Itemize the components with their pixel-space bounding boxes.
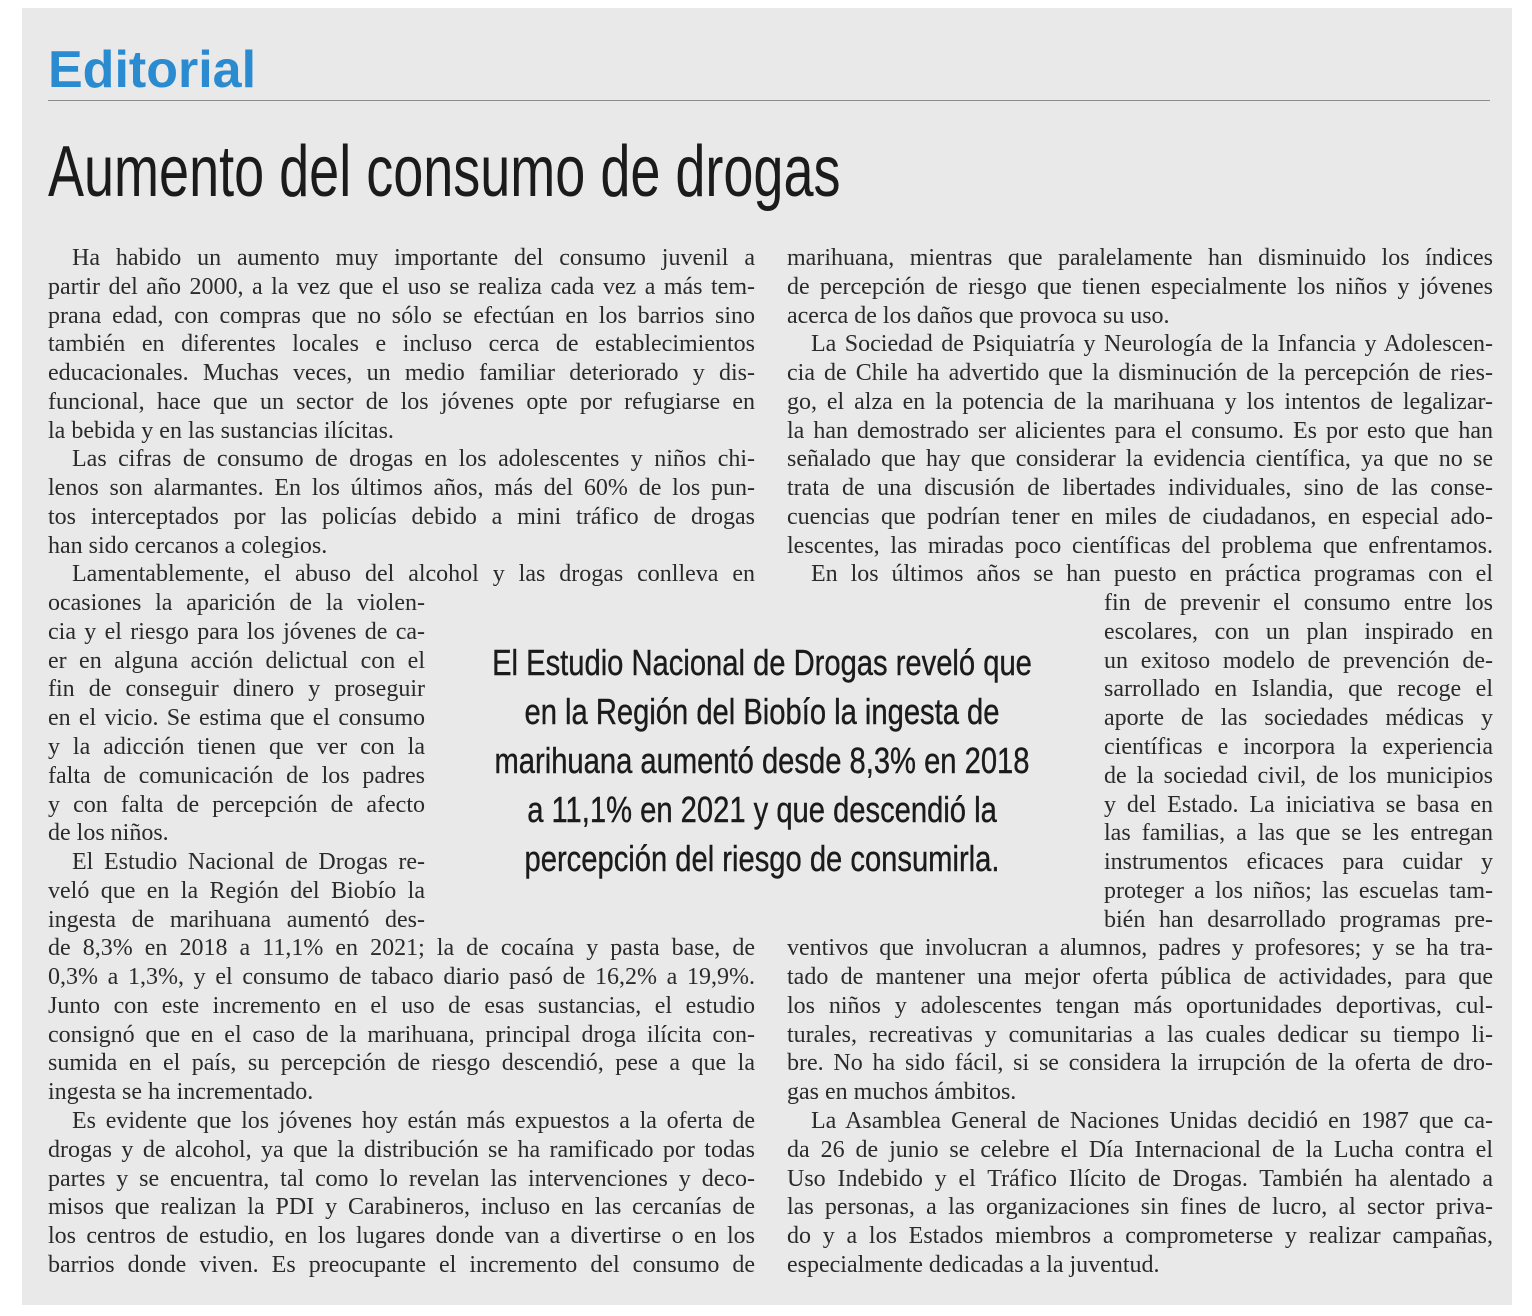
body-text-line: han sido cercanos a colegios.	[48, 532, 328, 559]
body-text-line: drogas y de alcohol, ya que la distribución se ha ramificado por todas	[48, 1136, 755, 1163]
body-text-line: misos que realizan la PDI y Carabineros, incluso en las cercanías de	[48, 1194, 755, 1221]
body-text-line: partes y se encuentra, tal como lo revelan las intervenciones y deco-	[48, 1165, 755, 1192]
body-text-line: fin de prevenir el consumo entre los	[1104, 590, 1493, 617]
body-text-line: marihuana, mientras que paralelamente han disminuido los índices	[787, 245, 1493, 271]
body-text-line: er en alguna acción delictual con el	[48, 647, 425, 674]
body-text-line: instrumentos eficaces para cuidar y	[1104, 849, 1493, 876]
body-text-line: da 26 de junio se celebre el Día Internacional de la Lucha contra el	[787, 1136, 1493, 1163]
body-text-line: gas en muchos ámbitos.	[787, 1079, 1017, 1106]
body-text-line: lenos son alarmantes. En los últimos años, más del 60% de los pun-	[48, 475, 755, 502]
body-text-line: Las cifras de consumo de drogas en los adolescentes y niños chi-	[72, 446, 755, 473]
pull-quote	[470, 638, 1053, 883]
body-text-line: 0,3% a 1,3%, y el consumo de tabaco diario pasó de 16,2% a 19,9%.	[48, 964, 755, 991]
body-text-line: acerca de los daños que provoca su uso.	[787, 302, 1170, 329]
body-text-line: ingesta de marihuana aumentó des-	[48, 906, 425, 933]
headline: Aumento del consumo de drogas	[48, 132, 841, 212]
body-text-line: las familias, a las que se les entregan	[1104, 820, 1493, 847]
body-text-line: en el vicio. Se estima que el consumo	[48, 705, 425, 732]
body-text-line: funcional, hace que un sector de los jóvenes opte por refugiarse en	[48, 388, 755, 415]
body-text-line: sumida en el país, su percepción de riesgo descendió, pese a que la	[48, 1050, 755, 1077]
body-text-line: Es evidente que los jóvenes hoy están más expuestos a la oferta de	[72, 1107, 755, 1134]
body-text-line: Junto con este incremento en el uso de esas sustancias, el estudio	[48, 992, 755, 1019]
body-text-line: partir del año 2000, a la vez que el uso se realiza cada vez a más tem-	[48, 273, 755, 300]
body-text-line: de la sociedad civil, de los municipios	[1104, 762, 1493, 789]
pull-quote-line: marihuana aumentó desde 8,3% en 2018	[494, 740, 1030, 781]
body-text-line: El Estudio Nacional de Drogas re-	[72, 849, 425, 876]
body-text-line: bre. No ha sido fácil, si se considera la irrupción de la oferta de dro-	[787, 1050, 1493, 1077]
body-text-line: tos interceptados por las policías debido a mini tráfico de drogas	[48, 503, 755, 530]
body-text-line: do y a los Estados miembros a comprometerse y realizar campañas,	[787, 1223, 1493, 1250]
body-text-line: proteger a los niños; las escuelas tam-	[1104, 877, 1493, 904]
body-text-line: la han demostrado ser alicientes para el consumo. Es por esto que han	[787, 417, 1493, 444]
body-text-line: tado de mantener una mejor oferta pública de actividades, para que	[787, 964, 1493, 991]
body-text-line: turales, recreativas y comunitarias a las cuales dedicar su tiempo li-	[787, 1021, 1493, 1048]
section-divider	[48, 100, 1490, 101]
body-text-line: cia y el riesgo para los jóvenes de ca-	[48, 618, 425, 645]
body-text-line: La Asamblea General de Naciones Unidas decidió en 1987 que ca-	[811, 1107, 1493, 1134]
body-text-line: Ha habido un aumento muy importante del consumo juvenil a	[72, 245, 755, 271]
pull-quote-line: El Estudio Nacional de Drogas reveló que	[492, 642, 1032, 683]
body-text-line: ingesta se ha incrementado.	[48, 1079, 314, 1106]
body-text-line: también en diferentes locales e incluso cerca de establecimientos	[48, 331, 755, 358]
body-text-line: educacionales. Muchas veces, un medio familiar deteriorado y dis-	[48, 360, 755, 387]
pull-quote-line: en la Región del Biobío la ingesta de	[524, 691, 1000, 732]
body-text-line: especialmente dedicadas a la juventud.	[787, 1251, 1160, 1278]
body-text-line: Uso Indebido y el Tráfico Ilícito de Drogas. También ha alentado a	[787, 1165, 1493, 1192]
body-text-line: y del Estado. La iniciativa se basa en	[1104, 791, 1493, 818]
body-text-line: ocasiones la aparición de la violen-	[48, 590, 425, 617]
body-text-line: consignó que en el caso de la marihuana, principal droga ilícita con-	[48, 1021, 755, 1048]
body-text-line: cia de Chile ha advertido que la disminución de la percepción de ries-	[787, 360, 1493, 387]
body-text-line: los centros de estudio, en los lugares donde van a divertirse o en los	[48, 1223, 755, 1250]
body-text-line: científicas e incorpora la experiencia	[1104, 734, 1493, 761]
body-text-line: fin de conseguir dinero y proseguir	[48, 676, 425, 703]
body-text-line: cuencias que podrían tener en miles de ciudadanos, en especial ado-	[787, 503, 1493, 530]
body-text-line: lescentes, las miradas poco científicas del problema que enfrentamos.	[787, 532, 1493, 559]
body-text-line: y con falta de percepción de afecto	[48, 791, 425, 818]
body-text-line: go, el alza en la potencia de la marihuana y los intentos de legalizar-	[787, 388, 1493, 415]
body-text-line: prana edad, con compras que no sólo se efectúan en los barrios sino	[48, 302, 755, 329]
body-text-line: trata de una discusión de libertades individuales, sino de las conse-	[787, 475, 1493, 502]
pull-quote-line: percepción del riesgo de consumirla.	[524, 838, 1000, 879]
body-text-line: de los niños.	[48, 820, 169, 847]
body-text-line: barrios donde viven. Es preocupante el incremento del consumo de	[48, 1251, 755, 1278]
body-text-line: de percepción de riesgo que tienen especialmente los niños y jóvenes	[787, 273, 1493, 300]
pull-quote-line: a 11,1% en 2021 y que descendió la	[527, 789, 997, 830]
body-text-line: En los últimos años se han puesto en práctica programas con el	[811, 561, 1493, 588]
body-text-line: señalado que hay que considerar la evidencia científica, ya que no se	[787, 446, 1493, 473]
body-text-line: Lamentablemente, el abuso del alcohol y las drogas conlleva en	[72, 561, 755, 588]
body-text-line: falta de comunicación de los padres	[48, 762, 425, 789]
body-text-line: y la adicción tienen que ver con la	[48, 734, 425, 761]
body-text-line: sarrollado en Islandia, que recoge el	[1104, 676, 1493, 703]
body-text-line: aporte de las sociedades médicas y	[1104, 705, 1493, 732]
body-text-line: la bebida y en las sustancias ilícitas.	[48, 417, 394, 444]
body-text-line: veló que en la Región del Biobío la	[48, 877, 425, 904]
body-text-line: escolares, con un plan inspirado en	[1104, 618, 1493, 645]
body-text-line: La Sociedad de Psiquiatría y Neurología de la Infancia y Adolescen-	[811, 331, 1493, 358]
body-text-line: de 8,3% en 2018 a 11,1% en 2021; la de cocaína y pasta base, de	[48, 935, 755, 962]
body-text-line: las personas, a las organizaciones sin fines de lucro, al sector priva-	[787, 1194, 1493, 1221]
section-label: Editorial	[48, 41, 257, 99]
body-text-line: un exitoso modelo de prevención de-	[1104, 647, 1493, 674]
body-text-line: los niños y adolescentes tengan más oportunidades deportivas, cul-	[787, 992, 1493, 1019]
body-text-line: ventivos que involucran a alumnos, padres y profesores; y se ha tra-	[787, 935, 1493, 962]
body-text-line: bién han desarrollado programas pre-	[1104, 906, 1493, 933]
